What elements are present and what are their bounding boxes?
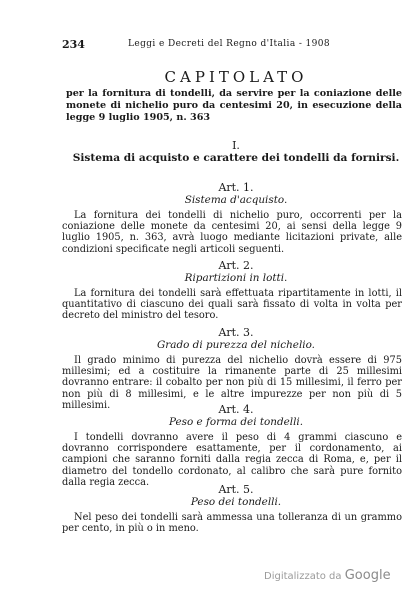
article-heading: Art. 1.	[218, 181, 254, 194]
section-number: I.	[232, 139, 240, 152]
article-rubric: Grado di purezza del nichelio.	[157, 339, 315, 351]
article-heading: Art. 2.	[218, 259, 254, 272]
article-rubric: Peso dei tondelli.	[190, 496, 282, 508]
article-heading: Art. 4.	[218, 403, 254, 416]
document-title: CAPITOLATO	[164, 68, 308, 86]
article-rubric: Sistema d'acquisto.	[184, 194, 288, 206]
article-heading: Art. 3.	[218, 326, 254, 339]
section-title: Sistema di acquisto e carattere dei tondelli da fornirsi.	[72, 152, 400, 164]
google-logo: Google	[344, 568, 391, 583]
article-rubric: Peso e forma dei tondelli.	[168, 416, 304, 428]
running-title: Leggi e Decreti del Regno d'Italia - 1908	[128, 39, 331, 49]
document-subtitle: per la fornitura di tondelli, da servire per la coniazione delle monete di nichelio puro da centesimi 20, in esecuzione della legge 9 luglio 1905, n. 363	[66, 88, 402, 123]
article-text: I tondelli dovranno avere il peso di 4 grammi ciascuno e dovranno corrispondere esattamente, per il cordonamento, ai campioni che saranno forniti dalla regia zecca di Roma, e, per il diametro del tondello cordonato, al calibro che sarà pure fornito dalla regia zecca.	[62, 432, 402, 488]
article-text: La fornitura dei tondelli sarà effettuata ripartitamente in lotti, il quantitativo di ciascuno dei quali sarà fissato di volta in volta per decreto del ministro del tesoro.	[62, 288, 402, 322]
page-number: 234	[62, 38, 85, 51]
article-text: La fornitura dei tondelli di nichelio puro, occorrenti per la coniazione delle monete da centesimi 20, ai sensi della legge 9 luglio 1905, n. 363, avrà luogo mediante licitazioni private, alle condizioni specificate negli articoli seguenti.	[62, 210, 402, 255]
watermark-prefix: Digitalizzato da	[264, 571, 342, 582]
article-text: Nel peso dei tondelli sarà ammessa una tolleranza di un grammo per cento, in più o in meno.	[62, 512, 402, 535]
page-header	[62, 38, 410, 52]
article-rubric: Ripartizioni in lotti.	[184, 272, 288, 284]
article-heading: Art. 5.	[218, 483, 254, 496]
digitization-watermark	[264, 568, 391, 583]
article-text: Il grado minimo di purezza del nichelio dovrà essere di 975 millesimi; ed a costituire la rimanente parte di 25 millesimi dovranno entrare: il cobalto per non più di 15 millesimi, il ferro per non più di 8 millesimi, e le altre impurezze per non più di 5 millesimi.	[62, 355, 402, 411]
